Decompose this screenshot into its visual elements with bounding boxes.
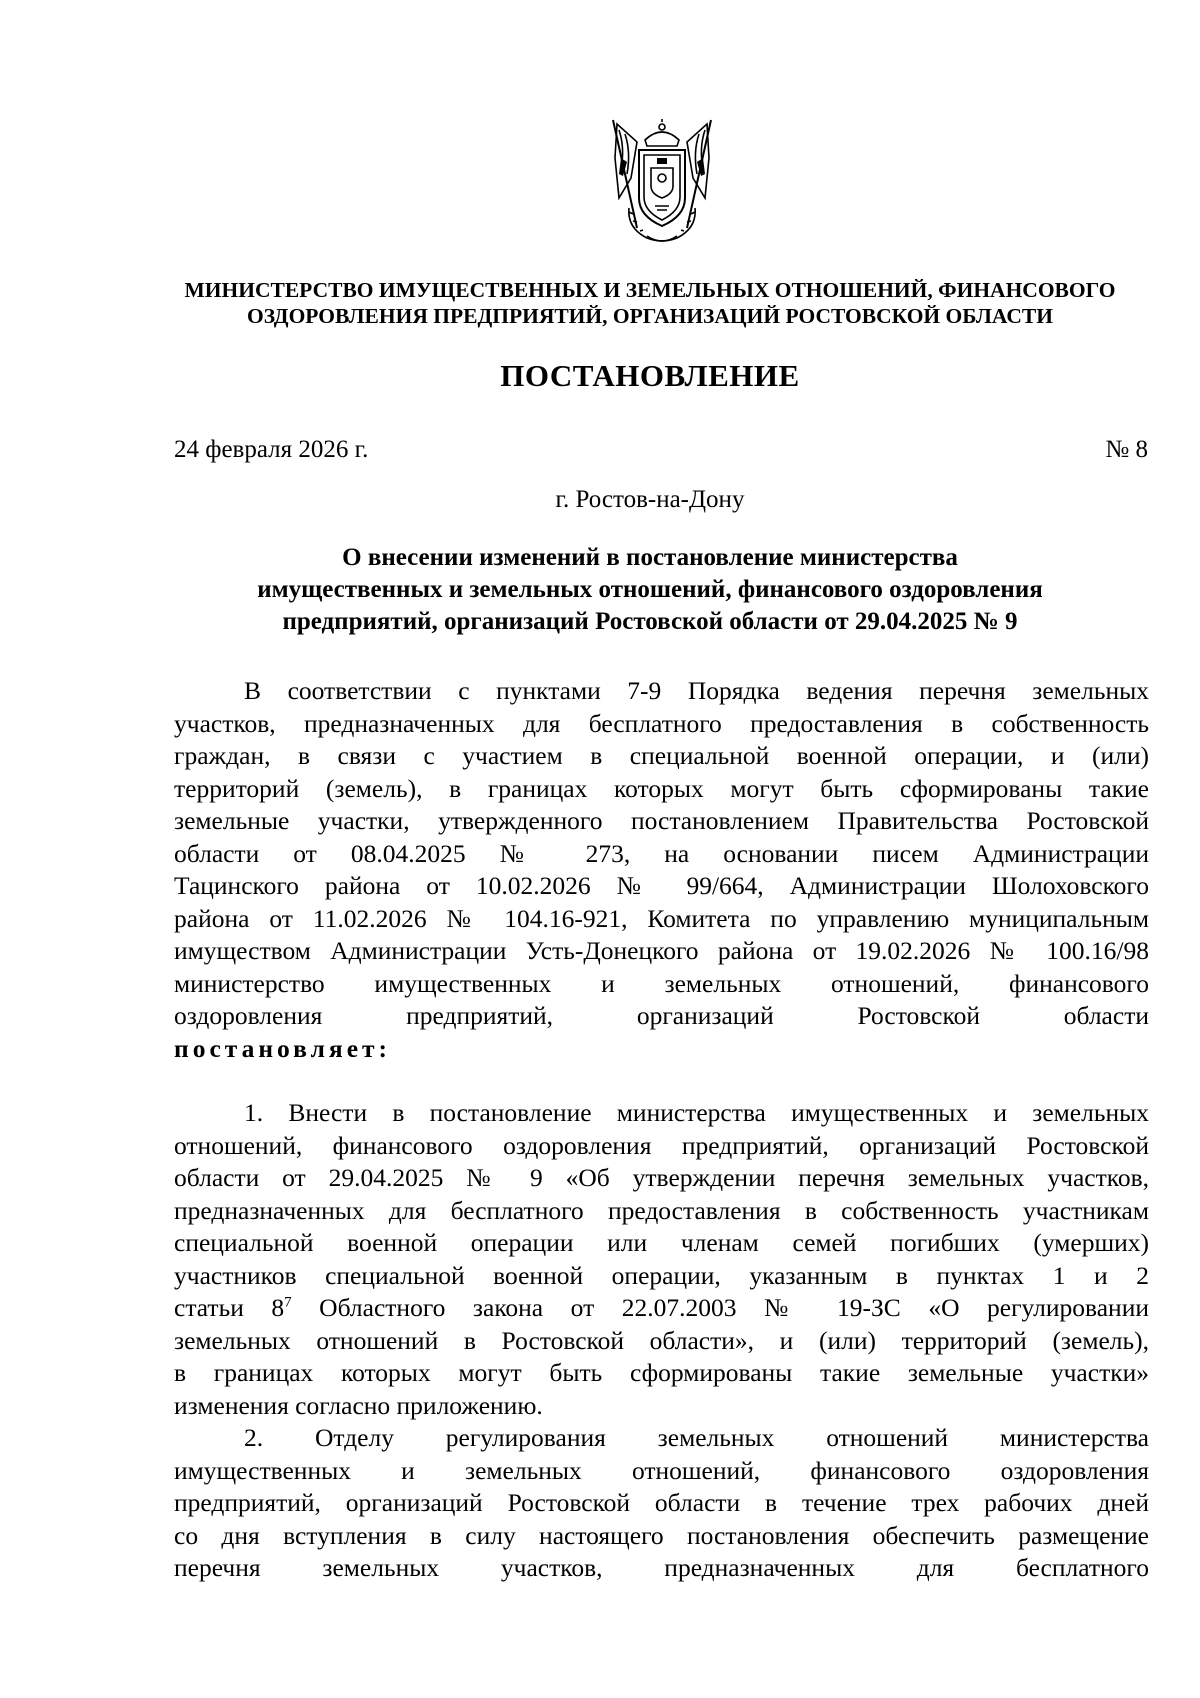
document-city: г. Ростов-на-Дону [555,486,745,513]
subject-line-1: О внесении изменений в постановление министерства [342,544,958,571]
preamble-line: В соответствии с пунктами 7-9 Порядка ведения перечня земельных [244,676,1149,705]
rostov-region-coat-of-arms [607,118,717,246]
item-1-line: отношений, финансового оздоровления предприятий, организаций Ростовской [174,1131,1149,1160]
item-2-line: предприятий, организаций Ростовской области в течение трех рабочих дней [174,1488,1149,1517]
item-2-line: со дня вступления в силу настоящего постановления обеспечить размещение [174,1521,1149,1550]
ministry-name-line-2: ОЗДОРОВЛЕНИЯ ПРЕДПРИЯТИЙ, ОРГАНИЗАЦИЙ РОСТОВСКОЙ ОБЛАСТИ [247,304,1053,328]
item-2-line: перечня земельных участков, предназначенных для бесплатного [174,1553,1149,1582]
preamble-line: земельные участки, утвержденного постановлением Правительства Ростовской [174,806,1149,835]
document-date: 24 февраля 2026 г. [174,436,369,463]
preamble-line: оздоровления предприятий, организаций Ростовской области [174,1001,1149,1030]
article-superscript: 7 [284,1294,292,1311]
preamble-line: области от 08.04.2025 № 273, на основании писем Администрации [174,839,1149,868]
preamble-line: граждан, в связи с участием в специальной военной операции, и (или) [174,741,1149,770]
item-1-line: 1. Внести в постановление министерства имущественных и земельных [244,1098,1149,1127]
item-1-line-article [174,1293,1149,1323]
law-ref: Областного закона от 22.07.2003 № 19-ЗС «О регулировании [291,1293,1150,1322]
article-ref: статьи 8 [174,1293,285,1322]
item-1-line: изменения согласно приложению. [174,1391,543,1420]
document-number: № 8 [1105,436,1148,463]
resolves-word [174,1034,1149,1064]
preamble-line: территорий (земель), в границах которых могут быть сформированы такие [174,774,1149,803]
item-1-line: специальной военной операции или членам семей погибших (умерших) [174,1228,1149,1257]
item-1-line: участников специальной военной операции, указанным в пунктах 1 и 2 [174,1261,1149,1290]
item-1-line: в границах которых могут быть сформированы такие земельные участки» [174,1358,1149,1387]
subject-line-2: имущественных и земельных отношений, финансового оздоровления [257,576,1043,603]
item-1-line: предназначенных для бесплатного предоставления в собственность участникам [174,1196,1149,1225]
preamble-line: участков, предназначенных для бесплатного предоставления в собственность [174,709,1149,738]
item-2-line: 2. Отделу регулирования земельных отношений министерства [244,1423,1149,1452]
preamble-line: Тацинского района от 10.02.2026 № 99/664, Администрации Шолоховского [174,871,1149,900]
item-2-line: имущественных и земельных отношений, финансового оздоровления [174,1456,1149,1485]
ministry-name-line-1: МИНИСТЕРСТВО ИМУЩЕСТВЕННЫХ И ЗЕМЕЛЬНЫХ ОТНОШЕНИЙ, ФИНАНСОВОГО [184,278,1116,302]
item-1-line: области от 29.04.2025 № 9 «Об утверждении перечня земельных участков, [174,1163,1149,1192]
preamble-line: имуществом Администрации Усть-Донецкого района от 19.02.2026 № 100.16/98 [174,936,1149,965]
preamble-line: министерство имущественных и земельных отношений, финансового [174,969,1149,998]
resolves-text: постановляет: [174,1034,392,1063]
preamble-line: района от 11.02.2026 № 104.16-921, Комитета по управлению муниципальным [174,904,1149,933]
subject-line-3: предприятий, организаций Ростовской области от 29.04.2025 № 9 [282,608,1018,635]
document-type-title: ПОСТАНОВЛЕНИЕ [500,358,800,393]
item-1-line: земельных отношений в Ростовской области», и (или) территорий (земель), [174,1326,1149,1355]
